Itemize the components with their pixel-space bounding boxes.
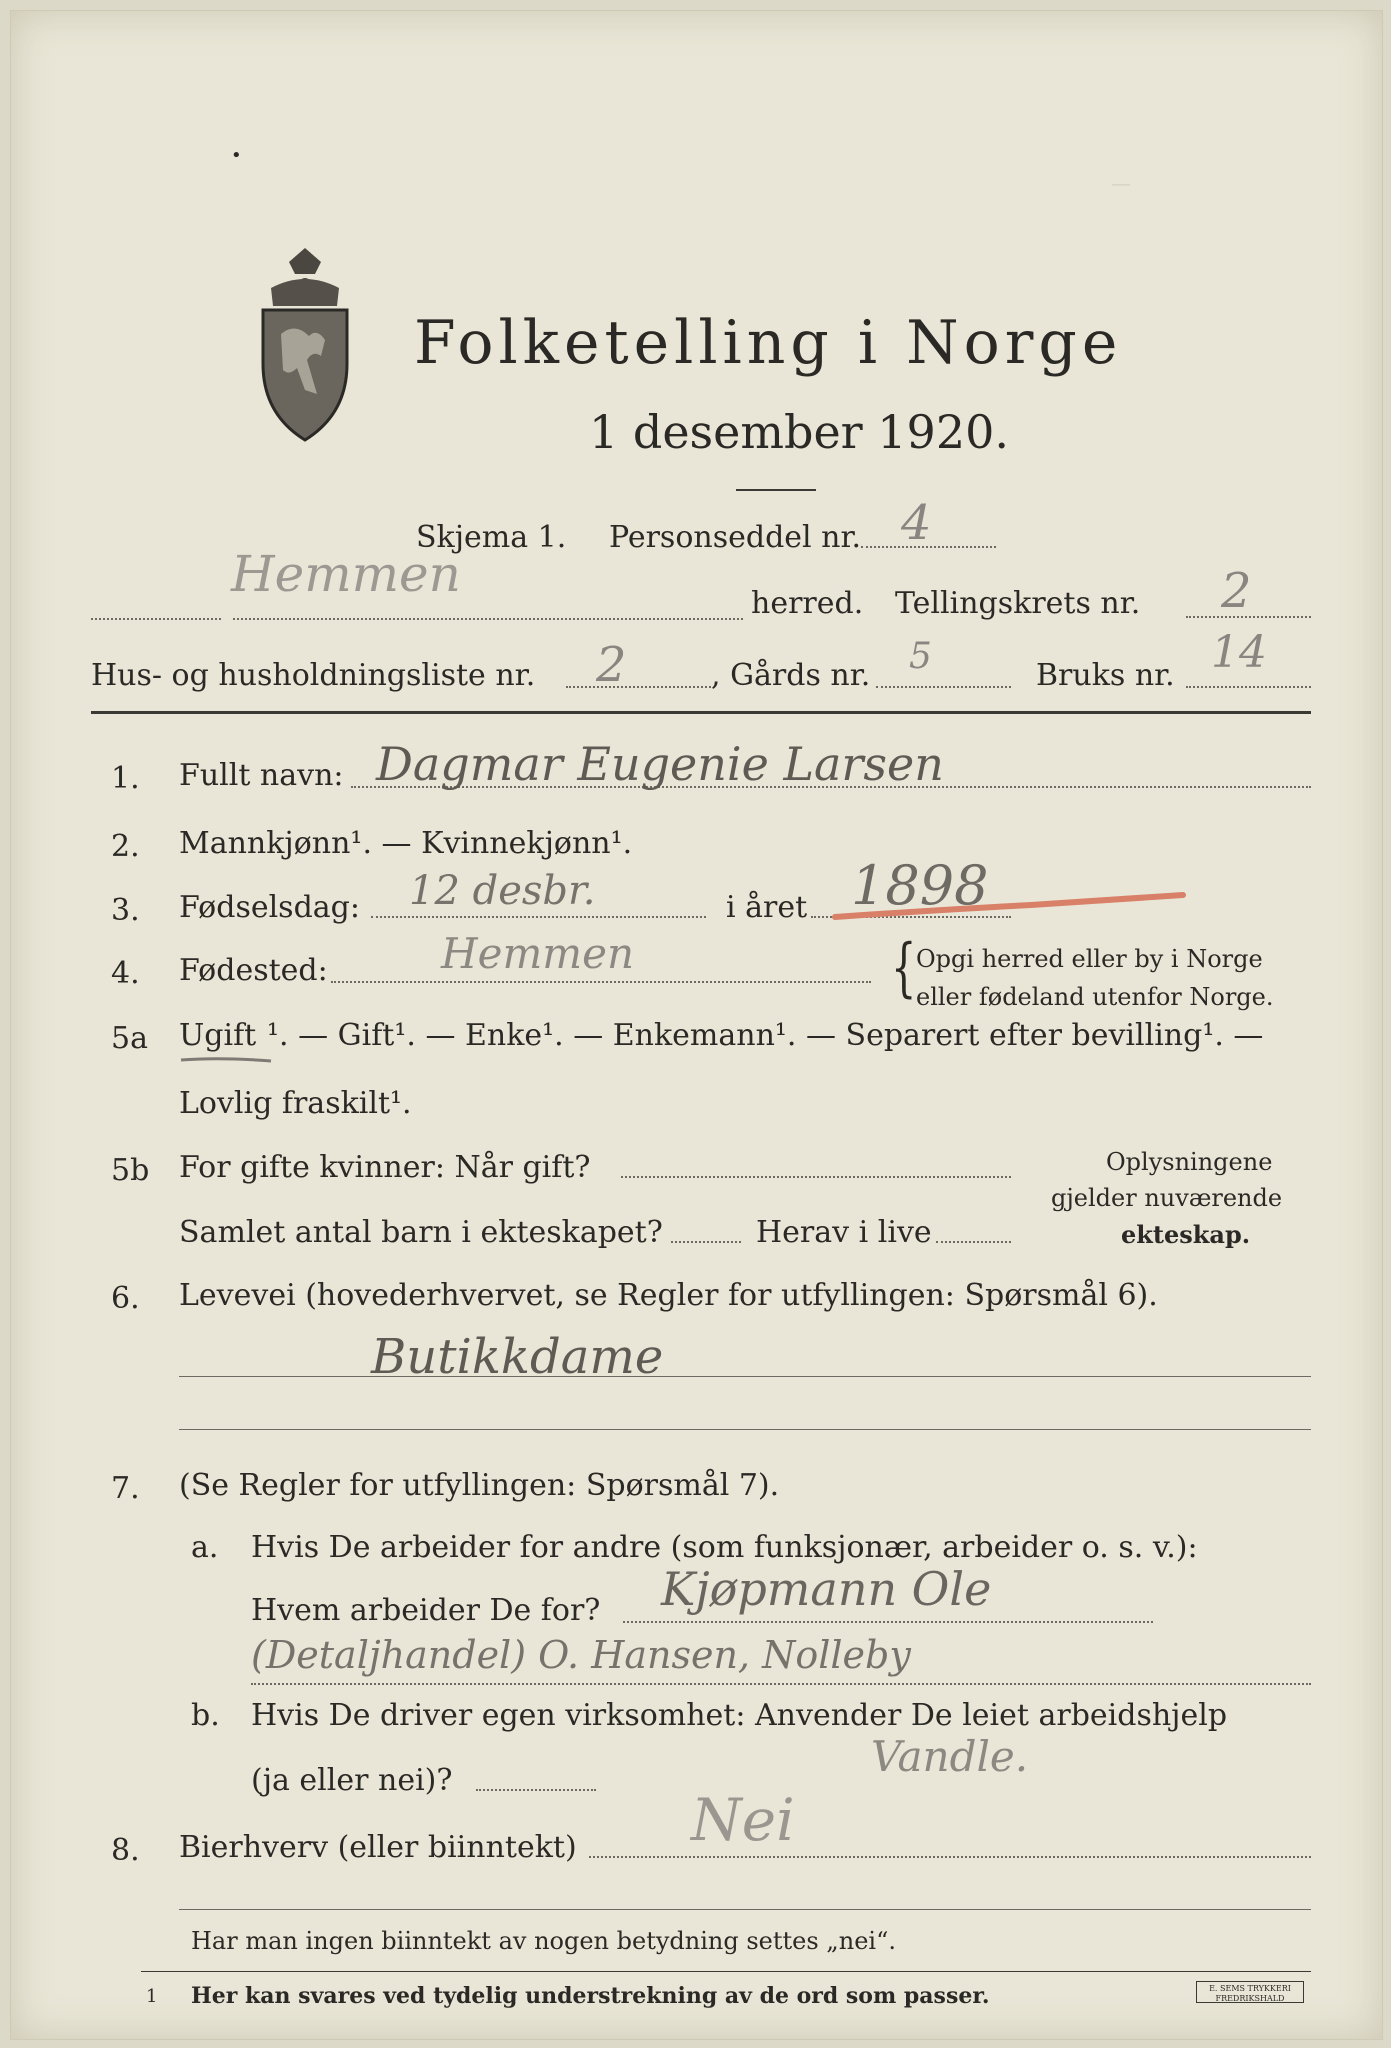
q4-note-line2: eller fødeland utenfor Norge. [916, 983, 1274, 1011]
q4-label: Fødested: [179, 953, 328, 988]
gards-field[interactable] [876, 686, 1011, 688]
side-income-field-2[interactable] [179, 1909, 1311, 1910]
employer-field-2[interactable] [251, 1683, 1311, 1685]
q5b-note-line2: gjelder nuværende [1051, 1184, 1283, 1212]
q5a-options: ¹. — Gift¹. — Enke¹. — Enkemann¹. — Separert efter bevilling¹. — [267, 1018, 1264, 1053]
q3-label: Fødselsdag: [179, 890, 360, 925]
q7b-line2: (ja eller nei)? [251, 1763, 453, 1798]
q7b-label: Hvis De driver egen virksomhet: Anvender De leiet arbeidshjelp [251, 1698, 1228, 1733]
herred-place-value: Hemmen [231, 545, 461, 603]
red-underline-mark [831, 887, 1191, 927]
occupation-field-2[interactable] [179, 1429, 1311, 1430]
birthplace-field[interactable] [331, 981, 871, 983]
footer-divider [141, 1971, 1311, 1972]
employer-value-line2: (Detaljhandel) O. Hansen, Nolleby [251, 1633, 911, 1677]
birthdate-field[interactable] [371, 916, 706, 918]
marriage-date-field[interactable] [621, 1176, 1011, 1178]
q3-number: 3. [111, 893, 140, 928]
q1-label: Fullt navn: [179, 758, 344, 793]
bleed-through-text: — [1111, 171, 1131, 195]
q7b-letter: b. [191, 1698, 220, 1733]
hus-field[interactable] [566, 686, 711, 688]
q5b-note-line1: Oplysningene [1106, 1148, 1273, 1176]
personseddel-label: Personseddel nr. [609, 520, 862, 555]
q5b-label: For gifte kvinner: Når gift? [179, 1150, 591, 1185]
q7a-line2: Hvem arbeider De for? [251, 1593, 601, 1628]
footer-note: Har man ingen biinntekt av nogen betydning settes „nei“. [191, 1927, 896, 1955]
hired-help-value: Vandle. [871, 1732, 1029, 1781]
occupation-value: Butikkdame [371, 1329, 664, 1385]
q1-number: 1. [111, 761, 140, 796]
hired-help-field[interactable] [476, 1789, 596, 1791]
birthyear-value: 1898 [851, 854, 989, 917]
q2-label: Mannkjønn¹. — Kvinnekjønn¹. [179, 826, 633, 861]
side-income-value: Nei [691, 1786, 795, 1854]
birthplace-value: Hemmen [441, 929, 635, 978]
q4-brace: { [891, 931, 917, 1005]
q4-note-line1: Opgi herred eller by i Norge [916, 945, 1263, 973]
hus-value: 2 [596, 637, 627, 693]
q5a-ugift: Ugift [179, 1018, 257, 1053]
tellingskrets-value: 2 [1221, 563, 1252, 619]
q8-number: 8. [111, 1833, 140, 1868]
footnote-number: 1 [146, 1986, 158, 2007]
personseddel-value: 4 [901, 495, 932, 551]
ugift-underline [179, 1055, 274, 1065]
bruks-value: 14 [1211, 627, 1267, 678]
header-divider [91, 711, 1311, 714]
gards-value: 5 [909, 636, 932, 677]
q7-number: 7. [111, 1471, 140, 1506]
hus-label: Hus- og husholdningsliste nr. [91, 658, 536, 693]
q8-label: Bierhverv (eller biinntekt) [179, 1830, 577, 1865]
q3-year-label: i året [726, 890, 808, 925]
children-total-field[interactable] [671, 1241, 741, 1243]
full-name-value: Dagmar Eugenie Larsen [376, 737, 944, 791]
herred-field-a[interactable] [91, 618, 221, 620]
tellingskrets-label: Tellingskrets nr. [895, 586, 1141, 621]
occupation-field[interactable] [179, 1376, 1311, 1377]
coat-of-arms-icon [251, 244, 359, 444]
q6-label: Levevei (hovederhvervet, se Regler for utfyllingen: Spørsmål 6). [179, 1278, 1158, 1313]
q5b-note-line3: ekteskap. [1121, 1220, 1251, 1249]
q5a-line2: Lovlig fraskilt¹. [179, 1086, 412, 1121]
bruks-label: Bruks nr. [1036, 658, 1175, 693]
footnote: Her kan svares ved tydelig understrekning av de ord som passer. [191, 1983, 990, 2009]
printer-stamp: E. SEMS TRYKKERI FREDRIKSHALD [1196, 1981, 1304, 2003]
stray-mark: • [231, 145, 242, 166]
employer-value: Kjøpmann Ole [661, 1562, 992, 1616]
q7a-letter: a. [191, 1530, 219, 1565]
census-form-page [10, 10, 1383, 2040]
schema-label: Skjema 1. [416, 520, 567, 555]
herred-label: herred. [751, 586, 864, 621]
herred-field-b[interactable] [233, 618, 743, 620]
employer-field[interactable] [623, 1621, 1153, 1623]
children-alive-field[interactable] [936, 1241, 1011, 1243]
side-income-field[interactable] [589, 1856, 1311, 1858]
form-date: 1 desember 1920. [589, 405, 1009, 459]
q5b-number: 5b [111, 1153, 150, 1188]
form-title: Folketelling i Norge [414, 308, 1123, 378]
q7-label: (Se Regler for utfyllingen: Spørsmål 7). [179, 1468, 780, 1503]
q6-number: 6. [111, 1281, 140, 1316]
gards-label: , Gårds nr. [711, 658, 871, 693]
birthdate-value: 12 desbr. [409, 868, 596, 914]
title-divider [736, 489, 816, 491]
q5a-number: 5a [111, 1021, 148, 1056]
bruks-field[interactable] [1186, 686, 1311, 688]
q2-number: 2. [111, 829, 140, 864]
q5b-line2: Samlet antal barn i ekteskapet? [179, 1215, 663, 1250]
q7a-label: Hvis De arbeider for andre (som funksjonær, arbeider o. s. v.): [251, 1530, 1198, 1565]
q5b-herav: Herav i live [756, 1215, 932, 1250]
q4-number: 4. [111, 956, 140, 991]
